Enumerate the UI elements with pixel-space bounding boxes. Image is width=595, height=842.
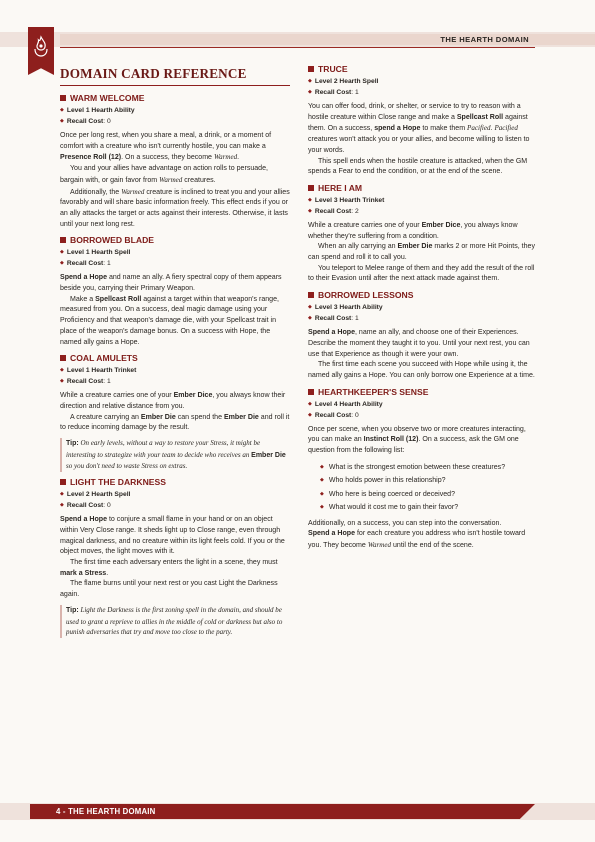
card-level: ◆ Level 2 Hearth Spell (308, 78, 379, 85)
card-title: LIGHT THE DARKNESS (60, 477, 290, 487)
hearth-ribbon (28, 27, 54, 75)
card-text: A creature carrying an Ember Die can spend the Ember Die and roll it to reduce incoming damage by the result. (60, 413, 290, 432)
card-light-the-darkness (60, 477, 290, 638)
card-here-i-am (308, 183, 538, 285)
card-level: ◆ Level 1 Hearth Trinket (60, 367, 137, 375)
flame-emblem-icon (32, 35, 50, 59)
card-title: TRUCE (308, 64, 538, 74)
square-bullet-icon (60, 95, 66, 101)
card-title: HEARTHKEEPER'S SENSE (308, 387, 538, 397)
card-level: ◆ Level 2 Hearth Spell (60, 491, 131, 499)
card-text: Once per long rest, when you share a meal, a drink, or a moment of comfort with a creature who isn't currently hostile, you can make a Presence Roll (12). On a success, they become Warmed. (60, 132, 272, 162)
section-header: THE HEARTH DOMAIN (440, 35, 529, 44)
square-bullet-icon (60, 355, 66, 361)
card-text: This spell ends when the hostile creature is attacked, when the GM spends a Fear to end the condition, or at the end of the scene. (308, 157, 528, 176)
square-bullet-icon (308, 66, 314, 72)
card-level: ◆ Level 1 Hearth Ability (60, 107, 135, 114)
diamond-icon: ◆ (60, 367, 64, 374)
card-truce (308, 64, 538, 178)
diamond-icon: ◆ (60, 378, 64, 385)
list-item: ◆ What is the strongest emotion between these creatures? (320, 463, 506, 471)
card-level: ◆ Level 1 Hearth Spell (60, 249, 131, 257)
card-level: ◆ Level 3 Hearth Ability (308, 304, 383, 312)
card-title: BORROWED LESSONS (308, 290, 538, 300)
square-bullet-icon (60, 237, 66, 243)
card-text: While a creature carries one of your Ember Dice, you always know whether they're suffering from a condition. (308, 221, 518, 240)
card-text: Spend a Hope for each creature you address who isn't hostile toward you. They become Warmed until the end of the scene. (308, 530, 526, 550)
card-hearthkeepers-sense (308, 387, 538, 552)
card-borrowed-lessons (308, 290, 538, 382)
page-title: DOMAIN CARD REFERENCE (60, 66, 290, 86)
card-text: The flame burns until your next rest or you cast Light the Darkness again. (60, 580, 278, 599)
card-title: WARM WELCOME (60, 93, 290, 103)
tip-box: Tip: Light the Darkness is the first zoning spell in the domain, and should be used to grant a reprieve to allies in the middle of cold or darkness but also to punish adversaries that try and move too close to the party. (60, 605, 290, 638)
card-recall: ◆ Recall Cost: 1 (60, 260, 111, 268)
tip-box: Tip: On early levels, without a way to restore your Stress, it might be interesting to strategize with your team to decide who receives an Ember Die so you don't need to waste Stress on extras. (60, 438, 290, 472)
diamond-icon: ◆ (308, 400, 312, 407)
card-text: Spend a Hope to conjure a small flame in your hand or on an object within Very Close range. It sheds light up to Close range, even through magical darkness, and no creature within its light feels cold. If you or the object moves, the light moves with it. (60, 516, 285, 556)
diamond-icon: ◆ (308, 315, 312, 322)
card-level: ◆ Level 3 Hearth Trinket (308, 196, 385, 204)
card-recall: ◆ Recall Cost: 1 (308, 315, 359, 323)
card-text: Additionally, on a success, you can step into the conversation. (308, 519, 502, 527)
diamond-icon: ◆ (308, 304, 312, 311)
diamond-icon: ◆ (320, 504, 324, 511)
card-text: Additionally, the Warmed creature is inclined to treat you and your allies favorably and will share basic information freely. This effect ends if you or an ally attacks the target or acts against their interests. Otherwise, it lasts until your next long rest. (60, 187, 290, 228)
card-level: ◆ Level 4 Hearth Ability (308, 400, 383, 408)
list-item: ◆ What would it cost me to gain their favor? (320, 504, 459, 512)
card-title: HERE I AM (308, 183, 538, 193)
page-number-label: 4 - THE HEARTH DOMAIN (56, 807, 156, 816)
square-bullet-icon (308, 389, 314, 395)
diamond-icon: ◆ (60, 107, 64, 113)
list-item: ◆ Who holds power in this relationship? (320, 477, 446, 485)
card-text: The first time each adversary enters the light in a scene, they must mark a Stress. (60, 558, 278, 577)
diamond-icon: ◆ (308, 196, 312, 203)
square-bullet-icon (308, 292, 314, 298)
card-text: While a creature carries one of your Ember Dice, you always know their direction and relative distance from you. (60, 392, 286, 410)
diamond-icon: ◆ (308, 207, 312, 214)
card-title: COAL AMULETS (60, 353, 290, 363)
card-recall: ◆ Recall Cost: 1 (308, 89, 359, 96)
card-borrowed-blade (60, 235, 290, 348)
card-text: You can offer food, drink, or shelter, or service to try to reason with a hostile creature within Close range and make a Spellcast Roll against them. On a success, spend a Hope to make them Pacified. Pacified creatures won't attack you or your allies, and become willing to listen to your words. (308, 103, 530, 154)
diamond-icon: ◆ (60, 260, 64, 267)
card-title: BORROWED BLADE (60, 235, 290, 245)
card-text: Make a Spellcast Roll against a target within that weapon's range, measured from you. On a success, deal magic damage using your Proficiency and that weapon's damage die, with your Spellcast trait in place of the weapon's damage bonus. On a success with Hope, the named ally gains a Hope. (60, 295, 279, 346)
card-text: Once per scene, when you observe two or more creatures interacting, you can make an Instinct Roll (12). On a success, ask the GM one question from the following list: (308, 425, 526, 455)
card-coal-amulets (60, 353, 290, 472)
diamond-icon: ◆ (60, 491, 64, 498)
card-text: Spend a Hope and name an ally. A fiery spectral copy of them appears beside you, carrying their Primary Weapon. (60, 274, 282, 293)
card-text: You teleport to Melee range of them and they add the result of the roll to their Evasion until after the next attack made against them. (308, 264, 535, 283)
card-recall: ◆ Recall Cost: 0 (60, 502, 111, 510)
card-text: The first time each scene you succeed with Hope while using it, the named ally gains a Hope. You can only borrow one Experience at a time. (308, 361, 535, 379)
right-column (308, 64, 538, 557)
diamond-icon: ◆ (320, 477, 324, 484)
card-warm-welcome (60, 93, 290, 230)
card-text: Spend a Hope, name an ally, and choose one of their Experiences. Describe the moment they taught it to you. Until your next rest, you can use that Experience as though it were your own. (308, 329, 530, 358)
diamond-icon: ◆ (308, 78, 312, 84)
header-rule (60, 47, 535, 48)
card-recall: ◆ Recall Cost: 0 (308, 411, 359, 419)
diamond-icon: ◆ (308, 89, 312, 95)
card-text: When an ally carrying an Ember Die marks 2 or more Hit Points, they can spend and roll it to call you. (308, 243, 535, 262)
list-item: ◆ Who here is being coerced or deceived? (320, 490, 455, 498)
card-text: You and your allies have advantage on action rolls to persuade, bargain with, or gain favor from Warmed creatures. (60, 165, 268, 184)
square-bullet-icon (60, 479, 66, 485)
card-recall: ◆ Recall Cost: 0 (60, 118, 111, 125)
diamond-icon: ◆ (308, 411, 312, 418)
diamond-icon: ◆ (60, 249, 64, 256)
question-list (320, 461, 538, 515)
card-recall: ◆ Recall Cost: 2 (308, 207, 359, 215)
square-bullet-icon (308, 185, 314, 191)
diamond-icon: ◆ (60, 502, 64, 509)
diamond-icon: ◆ (320, 490, 324, 497)
card-recall: ◆ Recall Cost: 1 (60, 378, 111, 386)
diamond-icon: ◆ (320, 463, 324, 470)
left-column (60, 62, 290, 643)
diamond-icon: ◆ (60, 118, 64, 124)
